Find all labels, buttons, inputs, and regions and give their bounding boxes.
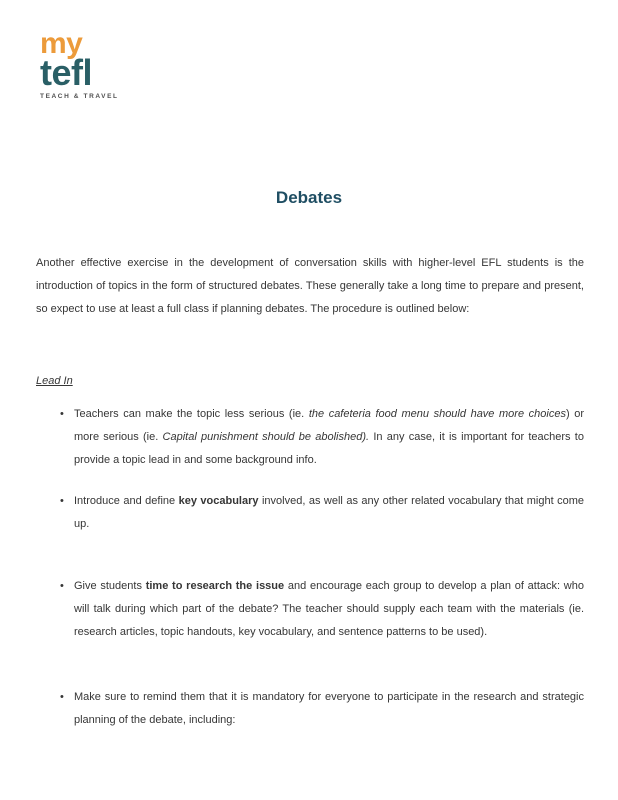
list-item-key-vocabulary: [36, 490, 584, 536]
document-body: [36, 252, 584, 732]
section-heading-text: Lead In: [36, 375, 73, 387]
text-segment-bold: time to research the issue: [145, 580, 285, 592]
logo-word-my: my: [40, 27, 83, 60]
text-segment-italic: Capital punishment should be abolished).: [162, 431, 370, 443]
intro-paragraph: Another effective exercise in the development of conversation skills with higher-level EFL students is the introduction of topics in the form of structured debates. These generally take a long time to prepare and present, so expect to use at least a full class if planning debates. The procedure is outlined below:: [36, 257, 584, 315]
bullet-list: [36, 403, 584, 732]
text-segment: In any case, it is important for teachers to provide a topic lead in and some background info.: [74, 431, 584, 466]
logo-word-tefl: tefl: [40, 52, 92, 93]
text-segment: Teachers can make the topic less serious (ie.: [74, 408, 309, 420]
text-segment: Introduce and define: [74, 495, 179, 507]
text-segment: Give students: [74, 580, 146, 592]
section-heading-lead-in: [36, 370, 584, 393]
text-segment-italic: the cafeteria food menu should have more choices: [308, 408, 566, 420]
logo-tagline: TEACH & TRAVEL: [40, 93, 119, 100]
list-item-topic-seriousness: [36, 403, 584, 472]
text-segment: and encourage each group to develop a plan of attack: who will talk during which part of the debate? The teacher should supply each team with the materials (ie. research articles, topic handouts, key vocabulary, and sentence patterns to be used).: [74, 580, 584, 638]
mytefl-logo: [40, 27, 119, 100]
text-segment: involved, as well as any other related vocabulary that might come up.: [74, 495, 585, 530]
text-segment: Make sure to remind them that it is mandatory for everyone to participate in the research and strategic planning of the debate, including:: [74, 691, 584, 726]
text-segment-bold: key vocabulary: [178, 495, 259, 507]
list-item-research-time: [36, 575, 584, 644]
page-title: Debates: [275, 188, 343, 207]
text-segment: ) or more serious (ie.: [74, 408, 585, 443]
list-item-mandatory-participation: [36, 686, 584, 732]
